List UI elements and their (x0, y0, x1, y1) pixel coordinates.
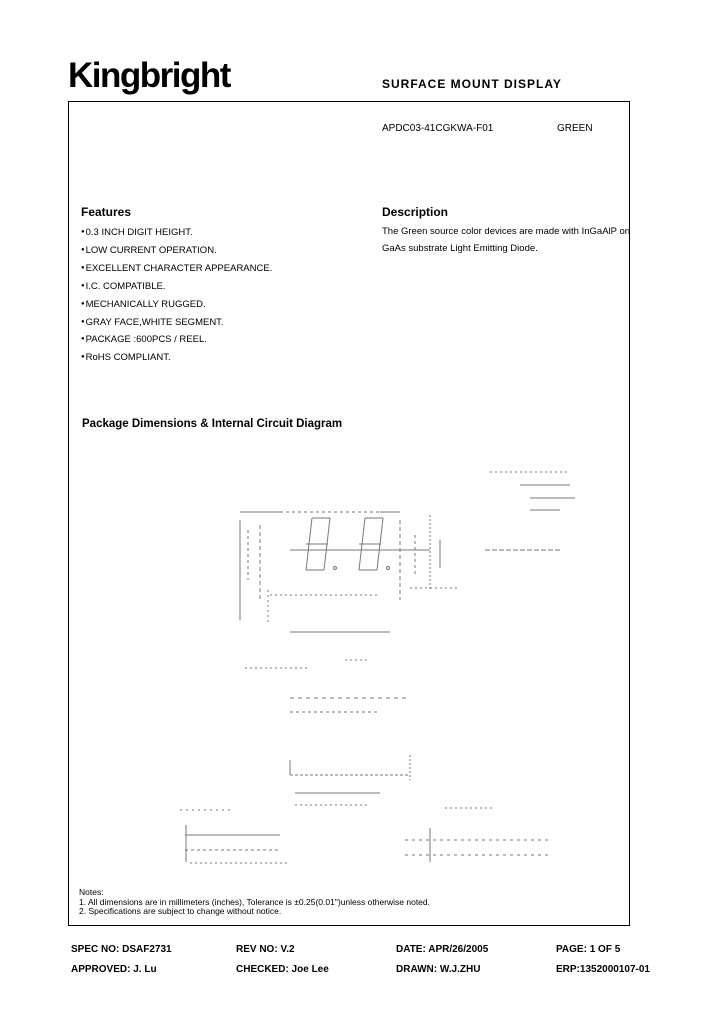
feature-item: ● I.C. COMPATIBLE. (81, 278, 272, 296)
issue-date: DATE: APR/26/2005 (396, 944, 489, 955)
package-dimension-drawing (130, 450, 580, 870)
description-text (382, 224, 642, 257)
feature-item: ● LOW CURRENT OPERATION. (81, 242, 272, 260)
note-item: 1. All dimensions are in millimeters (inches), Tolerance is ±0.25(0.01")unless otherwise noted. (79, 896, 430, 907)
description-line: GaAs substrate Light Emitting Diode. (382, 242, 538, 254)
note-item: 2. Specifications are subject to change without notice. (79, 906, 282, 917)
page-number: PAGE: 1 OF 5 (556, 944, 621, 955)
notes (79, 888, 430, 917)
feature-item: ● RoHS COMPLIANT. (81, 349, 272, 367)
spec-number: SPEC NO: DSAF2731 (71, 944, 172, 955)
feature-item: ● PACKAGE :600PCS / REEL. (81, 331, 272, 349)
emitting-color: GREEN (557, 123, 593, 134)
feature-item: ● EXCELLENT CHARACTER APPEARANCE. (81, 260, 272, 278)
package-heading: Package Dimensions & Internal Circuit Diagram (82, 418, 343, 430)
document-type: SURFACE MOUNT DISPLAY (382, 77, 562, 91)
feature-item: ● 0.3 INCH DIGIT HEIGHT. (81, 224, 272, 242)
features-heading: Features (81, 205, 132, 219)
revision-number: REV NO: V.2 (236, 944, 295, 955)
notes-title: Notes: (79, 887, 104, 897)
drawn-by: DRAWN: W.J.ZHU (396, 964, 481, 975)
description-line: The Green source color devices are made with InGaAlP on (382, 226, 631, 237)
description-heading: Description (382, 205, 449, 219)
part-number: APDC03-41CGKWA-F01 (382, 123, 494, 134)
feature-item: ● GRAY FACE,WHITE SEGMENT. (81, 314, 272, 332)
feature-item: ● MECHANICALLY RUGGED. (81, 296, 272, 314)
brand-logo: Kingbright (68, 56, 230, 95)
erp-number: ERP:1352000107-01 (556, 964, 650, 975)
checked-by: CHECKED: Joe Lee (236, 964, 329, 975)
approved-by: APPROVED: J. Lu (71, 964, 157, 975)
features-list (81, 224, 272, 367)
